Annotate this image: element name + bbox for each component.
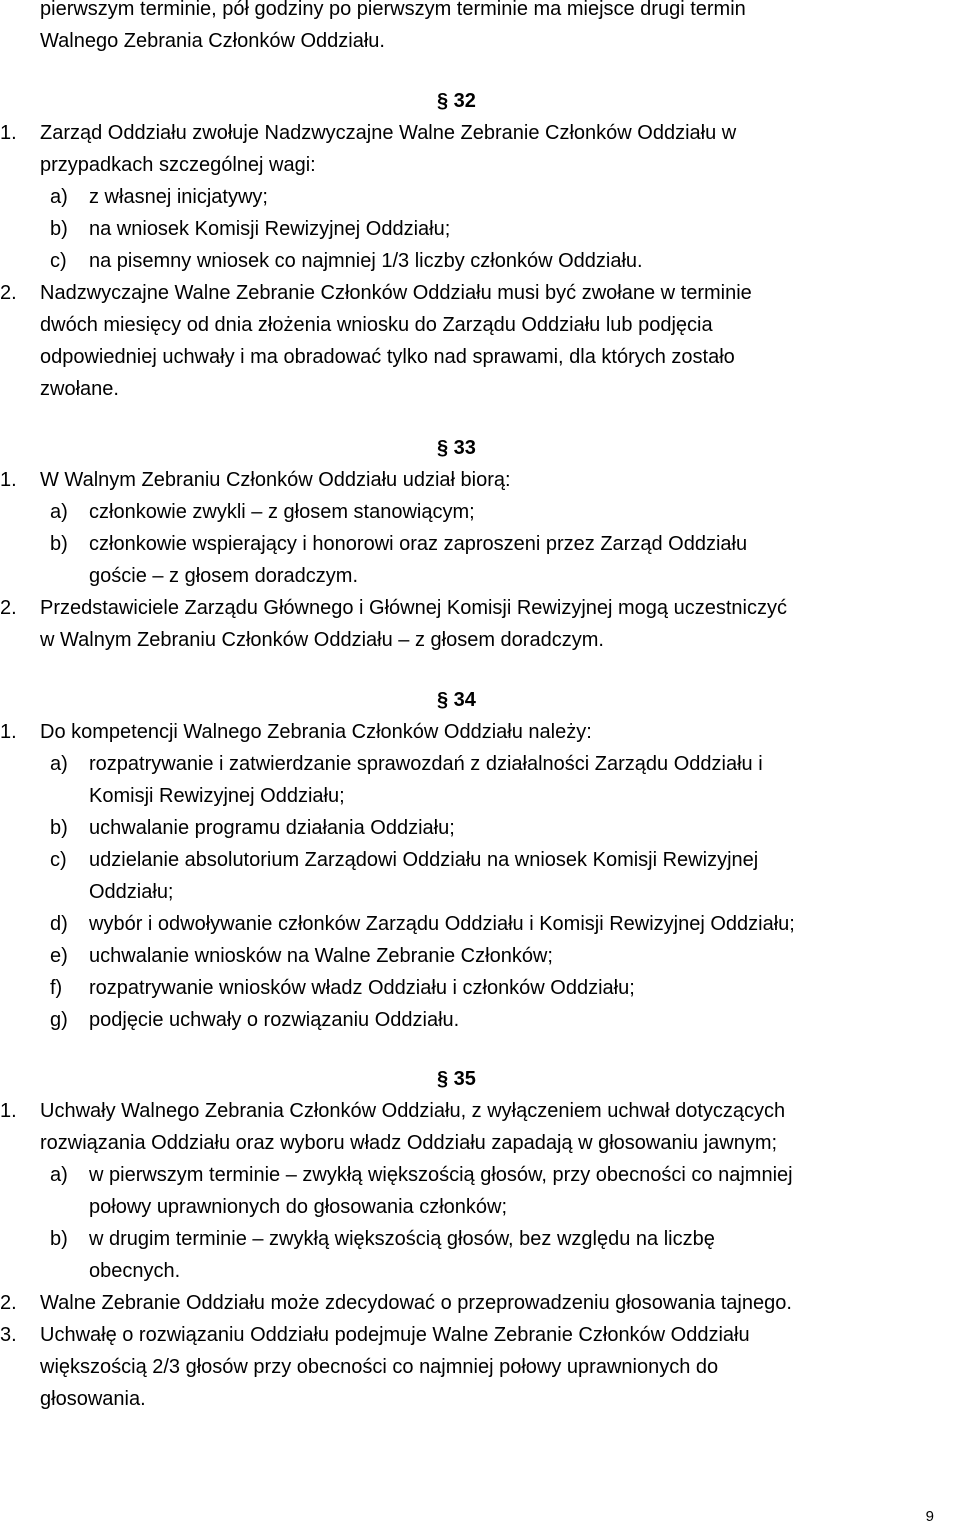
item-label: g) (50, 1009, 68, 1031)
item-text: uchwalanie wniosków na Walne Zebranie Członków; (89, 945, 553, 967)
para-text: W Walnym Zebraniu Członków Oddziału udział biorą: (40, 469, 511, 491)
item-text: członkowie wspierający i honorowi oraz zaproszeni przez Zarząd Oddziału (89, 533, 748, 555)
para-text: odpowiedniej uchwały i ma obradować tylko nad sprawami, dla których zostało (40, 346, 735, 368)
para-text: Nadzwyczajne Walne Zebranie Członków Oddziału musi być zwołane w terminie (40, 282, 752, 304)
para-text: rozwiązania Oddziału oraz wyboru władz Oddziału zapadają w głosowaniu jawnym; (40, 1132, 778, 1154)
item-text-continued: Oddziału; (89, 881, 174, 903)
item-text: rozpatrywanie wniosków władz Oddziału i członków Oddziału; (89, 977, 635, 999)
item-label: b) (50, 533, 68, 555)
intro-line-1: pierwszym terminie, pół godziny po pierwszym terminie ma miejsce drugi termin (40, 0, 746, 20)
item-text: podjęcie uchwały o rozwiązaniu Oddziału. (89, 1009, 460, 1031)
item-text: w pierwszym terminie – zwykłą większością głosów, przy obecności co najmniej (89, 1164, 793, 1186)
item-text: na pisemny wniosek co najmniej 1/3 liczby członków Oddziału. (89, 250, 643, 272)
item-label: a) (50, 186, 68, 208)
para-number: 2. (0, 1292, 17, 1314)
page-number: 9 (925, 1508, 934, 1525)
item-label: c) (50, 250, 67, 272)
section-heading-32: § 32 (437, 90, 476, 112)
section-heading-35: § 35 (437, 1068, 476, 1090)
item-text: udzielanie absolutorium Zarządowi Oddziału na wniosek Komisji Rewizyjnej (89, 849, 759, 871)
item-text-continued: połowy uprawnionych do głosowania członków; (89, 1196, 508, 1218)
para-text: Do kompetencji Walnego Zebrania Członków Oddziału należy: (40, 721, 592, 743)
item-label: b) (50, 1228, 68, 1250)
item-label: f) (50, 977, 63, 999)
item-label: d) (50, 913, 68, 935)
item-text: uchwalanie programu działania Oddziału; (89, 817, 455, 839)
item-text-continued: obecnych. (89, 1260, 181, 1282)
para-text: w Walnym Zebraniu Członków Oddziału – z głosem doradczym. (40, 629, 604, 651)
item-text-continued: goście – z głosem doradczym. (89, 565, 359, 587)
para-text: Uchwały Walnego Zebrania Członków Oddziału, z wyłączeniem uchwał dotyczących (40, 1100, 786, 1122)
para-text: przypadkach szczególnej wagi: (40, 154, 316, 176)
item-text: członkowie zwykli – z głosem stanowiącym; (89, 501, 475, 523)
item-text: rozpatrywanie i zatwierdzanie sprawozdań z działalności Zarządu Oddziału i (89, 753, 763, 775)
para-text: Walne Zebranie Oddziału może zdecydować o przeprowadzeniu głosowania tajnego. (40, 1292, 792, 1314)
para-number: 1. (0, 1100, 17, 1122)
item-label: e) (50, 945, 68, 967)
para-number: 2. (0, 282, 17, 304)
para-number: 2. (0, 597, 17, 619)
para-number: 1. (0, 721, 17, 743)
item-text: z własnej inicjatywy; (89, 186, 268, 208)
para-number: 1. (0, 469, 17, 491)
para-text: Uchwałę o rozwiązaniu Oddziału podejmuje Walne Zebranie Członków Oddziału (40, 1324, 750, 1346)
item-label: a) (50, 1164, 68, 1186)
item-label: a) (50, 501, 68, 523)
item-label: b) (50, 817, 68, 839)
para-number: 3. (0, 1324, 17, 1346)
item-text: w drugim terminie – zwykłą większością głosów, bez względu na liczbę (89, 1228, 715, 1250)
intro-line-2: Walnego Zebrania Członków Oddziału. (40, 30, 385, 52)
para-text: dwóch miesięcy od dnia złożenia wniosku do Zarządu Oddziału lub podjęcia (40, 314, 713, 336)
item-text: wybór i odwoływanie członków Zarządu Oddziału i Komisji Rewizyjnej Oddziału; (89, 913, 795, 935)
section-heading-33: § 33 (437, 437, 476, 459)
item-label: b) (50, 218, 68, 240)
item-text-continued: Komisji Rewizyjnej Oddziału; (89, 785, 345, 807)
section-heading-34: § 34 (437, 689, 476, 711)
para-text: Zarząd Oddziału zwołuje Nadzwyczajne Walne Zebranie Członków Oddziału w (40, 122, 737, 144)
para-text: Przedstawiciele Zarządu Głównego i Głównej Komisji Rewizyjnej mogą uczestniczyć (40, 597, 787, 619)
para-text: zwołane. (40, 378, 119, 400)
para-text: głosowania. (40, 1388, 146, 1410)
item-text: na wniosek Komisji Rewizyjnej Oddziału; (89, 218, 451, 240)
item-label: a) (50, 753, 68, 775)
para-number: 1. (0, 122, 17, 144)
para-text: większością 2/3 głosów przy obecności co najmniej połowy uprawnionych do (40, 1356, 719, 1378)
item-label: c) (50, 849, 67, 871)
